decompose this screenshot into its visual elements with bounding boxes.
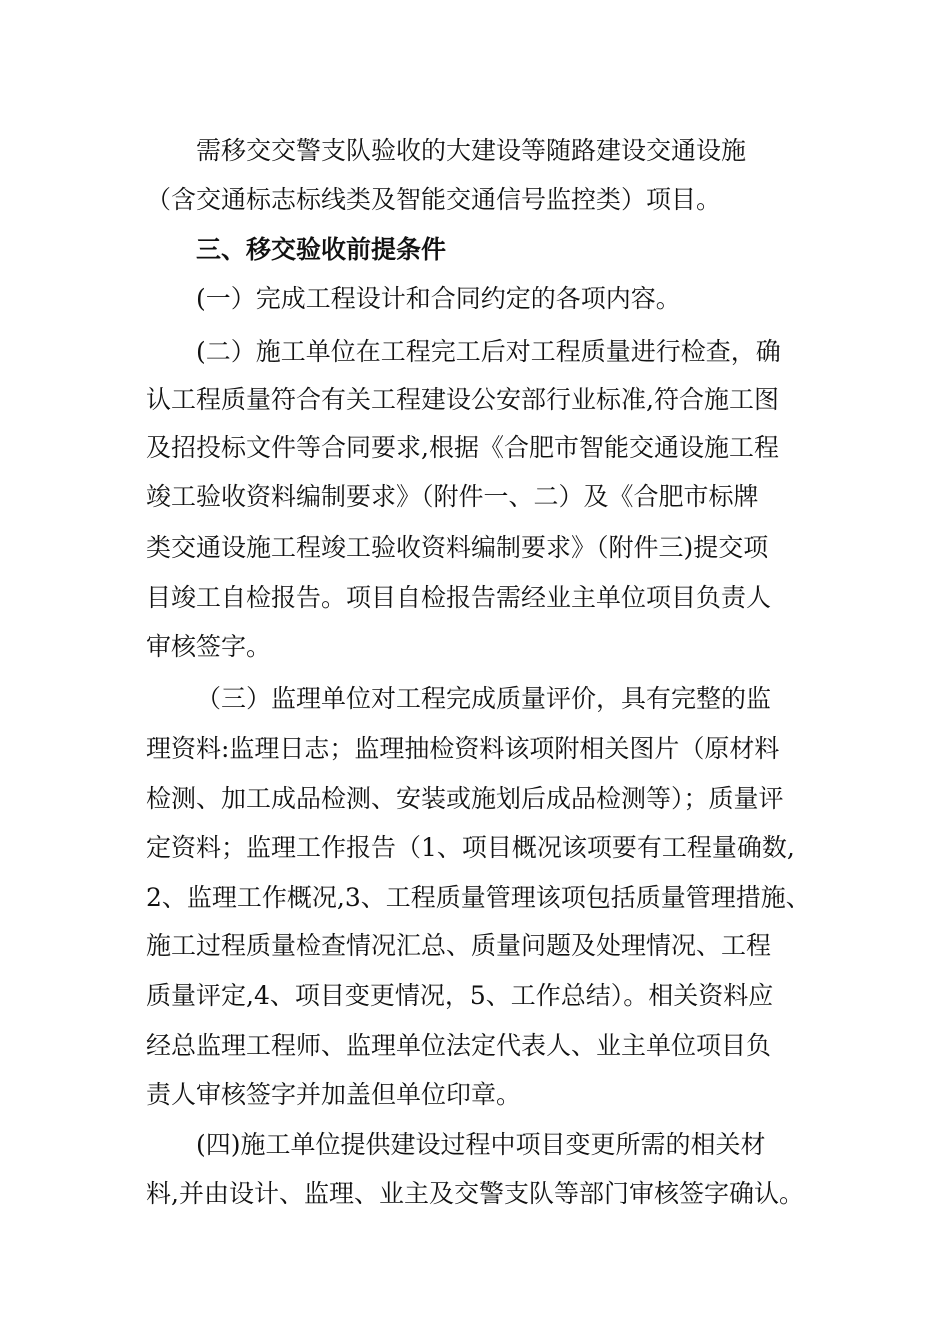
item-2-line-4: 竣工验收资料编制要求》（附件一、二）及《合肥市标牌 [146, 482, 759, 511]
item-2-line-3: 及招投标文件等合同要求,根据《合肥市智能交通设施工程 [146, 433, 779, 462]
paragraph-intro-line-2: （含交通标志标线类及智能交通信号监控类）项目。 [146, 185, 722, 214]
item-3-line-6: 施工过程质量检查情况汇总、质量问题及处理情况、工程 [146, 931, 772, 960]
item-3-line-7: 质量评定,4、项目变更情况，5、工作总结）。相关资料应 [146, 981, 774, 1010]
item-3-line-9: 责人审核签字并加盖但单位印章。 [146, 1080, 522, 1109]
item-4-line-2: 料,并由设计、监理、业主及交警支队等部门审核签字确认。 [146, 1179, 804, 1208]
item-3-line-3: 检测、加工成品检测、安装或施划后成品检测等）；质量评 [146, 784, 784, 813]
item-2-line-7: 审核签字。 [146, 632, 272, 661]
item-3-line-5: 2、监理工作概况,3、工程质量管理该项包括质量管理措施、 [146, 883, 811, 912]
item-2-line-5: 类交通设施工程竣工验收资料编制要求》（附件三)提交项 [146, 533, 769, 562]
section-heading: 三、移交验收前提条件 [196, 235, 447, 264]
item-3-line-8: 经总监理工程师、监理单位法定代表人、业主单位项目负 [146, 1031, 772, 1060]
item-2-line-1: (二）施工单位在工程完工后对工程质量进行检查，确 [196, 337, 781, 366]
item-3-line-1: （三）监理单位对工程完成质量评价，具有完整的监 [196, 684, 772, 713]
item-2-line-2: 认工程质量符合有关工程建设公安部行业标准,符合施工图 [146, 385, 779, 414]
item-4-line-1: (四)施工单位提供建设过程中项目变更所需的相关材 [196, 1130, 766, 1159]
item-1-line-1: (一）完成工程设计和合同约定的各项内容。 [196, 284, 681, 313]
item-3-line-2: 理资料:监理日志；监理抽检资料该项附相关图片（原材料 [146, 734, 780, 763]
item-2-line-6: 目竣工自检报告。项目自检报告需经业主单位项目负责人 [146, 583, 772, 612]
item-3-line-4: 定资料；监理工作报告（1、项目概况该项要有工程量确数, [146, 833, 795, 862]
paragraph-intro-line-1: 需移交交警支队验收的大建设等随路建设交通设施 [196, 136, 747, 165]
